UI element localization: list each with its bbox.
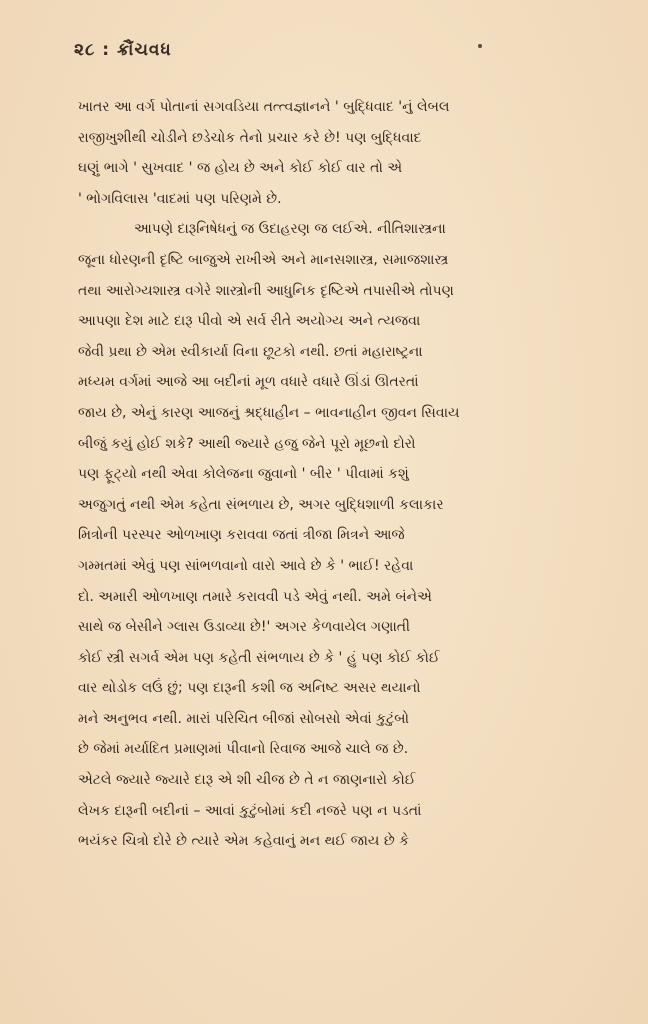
text-line: ખાતર આ વર્ગ પોતાનાં સગવડિયા તત્ત્વજ્ઞાનને ' બુદ્ધિવાદ 'નું લેબલ (78, 99, 450, 115)
text-line: જૂના ધોરણની દૃષ્ટિ બાજુએ રાખીએ અને માનસશાસ્ત્ર, સમાજશાસ્ત્ર (78, 251, 449, 268)
text-line: ભયંકર ચિત્રો દોરે છે ત્યારે એમ કહેવાનું મન થઈ જાય છે કે (78, 833, 409, 850)
text-line: ઘણું ભાગે ' સુખવાદ ' જ હોય છે અને કોઈ કોઈ વાર તો એ (78, 160, 403, 177)
text-line: જાય છે, એનું કારણ આજનું શ્રદ્ધાહીન – ભાવનાહીન જીવન સિવાય (78, 404, 460, 421)
text-line: દો. અમારી ઓળખાણ તમારે કરાવવી પડે એવું નથી. અમે બંનેએ (78, 588, 432, 605)
text-line: ' ભોગવિલાસ 'વાદમાં પણ પરિણમે છે. (78, 190, 282, 207)
text-line: ગમ્મતમાં એવું પણ સાંભળવાનો વારો આવે છે કે ' ભાઈ! રહેવા (78, 557, 414, 574)
running-head: ૨૮ : ક્રૌંચવધ (74, 40, 172, 60)
text-line: તથા આરોગ્યશાસ્ત્ર વગેરે શાસ્ત્રોની આધુનિક દૃષ્ટિએ તપાસીએ તોપણ (78, 282, 454, 299)
text-line: અજુગતું નથી એમ કહેતા સંભળાય છે, અગર બુદ્ધિશાળી કલાકાર (78, 496, 444, 513)
paragraph (78, 92, 576, 214)
text-line: જેવી પ્રથા છે એમ સ્વીકાર્યા વિના છૂટકો નથી. છતાં મહારાષ્ટ્રના (78, 343, 423, 360)
text-line: આપણે દારૂનિષેધનું જ ઉદાહરણ જ લઈએ. નીતિશાસ્ત્રના (134, 221, 446, 238)
text-line: મને અનુભવ નથી. મારાં પરિચિત બીજાં સોબસો એવાં કુટુંબો (78, 710, 409, 727)
text-line: સાથે જ બેસીને ગ્લાસ ઉડાવ્યા છે!' અગર કેળવાયેલ ગણાતી (78, 619, 411, 636)
text-line: લેખક દારૂની બદીનાં – આવાં કુટુંબોમાં કદી નજરે પણ ન પડતાં (78, 802, 422, 819)
text-line: પણ ફૂટ્યો નથી એવા કોલેજના જુવાનો ' બીર ' પીવામાં કશું (78, 466, 409, 483)
body-text (78, 92, 576, 857)
ink-speck (478, 44, 482, 48)
text-line: છે જેમાં મર્યાદિત પ્રમાણમાં પીવાનો રિવાજ આજે ચાલે જ છે. (78, 741, 409, 758)
text-line: રાજીખુશીથી ચોડીને છડેચોક તેનો પ્રચાર કરે છે! પણ બુદ્ધિવાદ (78, 129, 422, 146)
text-line: કોઈ સ્ત્રી સગર્વ એમ પણ કહેતી સંભળાય છે કે ' હું પણ કોઈ કોઈ (78, 649, 440, 666)
text-line: વાર થોડોક લઉં છું; પણ દારૂની કશી જ અનિષ્ટ અસર થયાનો (78, 680, 421, 697)
text-line: એટલે જ્યારે જ્યારે દારૂ એ શી ચીજ છે તે ન જાણનારો કોઈ (78, 772, 416, 789)
text-line: બીજું કયું હોઈ શકે? આથી જ્યારે હજુ જેને પૂરો મૂછનો દોરો (78, 435, 416, 452)
text-line: આપણા દેશ માટે દારૂ પીવો એ સર્વ રીતે અયોગ્ય અને ત્યજવા (78, 313, 421, 330)
paragraph (78, 214, 576, 856)
text-line: મધ્યમ વર્ગમાં આજે આ બદીનાં મૂળ વધારે વધારે ઊંડાં ઊતરતાં (78, 374, 419, 391)
text-line: મિત્રોની પરસ્પર ઓળખાણ કરાવવા જતાં ત્રીજા મિત્રને આજે (78, 527, 405, 544)
